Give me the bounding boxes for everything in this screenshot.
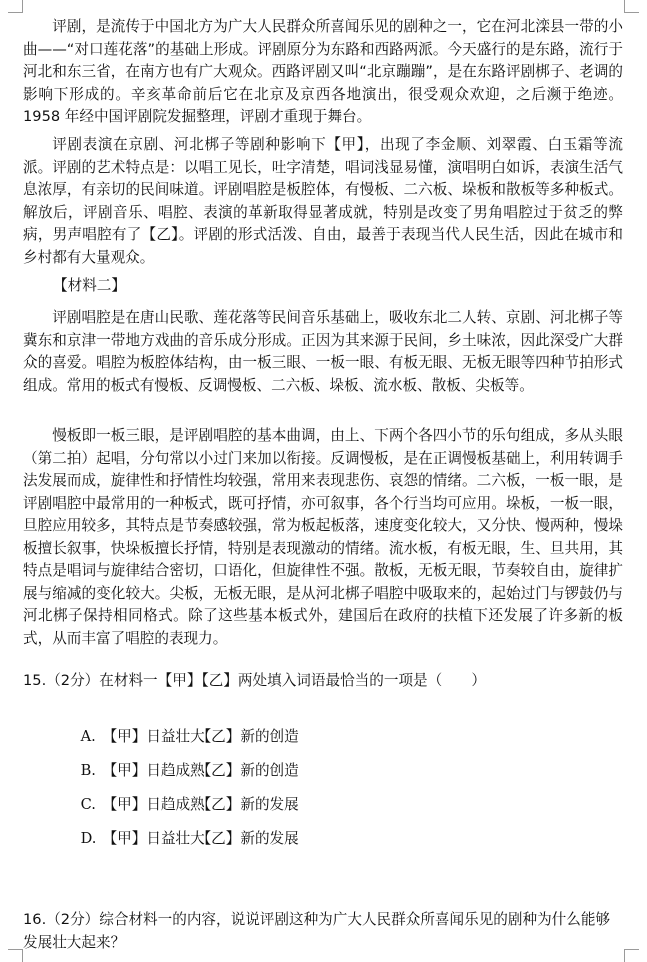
material2-heading: 【材料二】 [53,277,126,294]
question-15-stem: 15.（2分）在材料一【甲】【乙】两处填入词语最恰当的一项是（ ） [23,672,487,689]
option-letter: B. [80,762,96,779]
material2-paragraph-2: 慢板即一板三眼，是评剧唱腔的基本曲调，由上、下两个各四小节的乐句组成，多从头眼（第二拍）起唱，分句常以小过门来加以衔接。反调慢板，是在正调慢板基础上，利用转调手法发展而成，旋律性和抒情性均较强，常用来表现悲伤、哀怨的情绪。二六板，一板一眼，是评剧唱腔中最常用的一种板式，既可抒情，亦可叙事，各个行当均可应用。垛板，一板一眼，旦腔应用较多，其特点是节奏感较强，常为板起板落，速度变化较大，又分快、慢两种，慢垛板擅长叙事，快垛板擅长抒情，特别是表现激动的情绪。流水板，有板无眼，生、旦共用，其特点是唱词与旋律结合密切，口语化，但旋律性不强。散板，无板无眼，节奏较自由，旋律扩展与缩减的变化较大。尖板，无板无眼，是从河北梆子唱腔中吸取来的，起始过门与锣鼓仍与河北梆子保持相同格式。除了这些基本板式外，建国后在政府的扶植下还发展了许多新的板式，从而丰富了唱腔的表现力。 [23,427,623,647]
option-blank-yi: 【乙】新的创造 [196,762,299,779]
material1-paragraph-2: 评剧表演在京剧、河北梆子等剧种影响下【甲】，出现了李金顺、刘翠霞、白玉霜等流派。评剧的艺术特点是：以唱工见长，吐字清楚，唱词浅显易懂，演唱明白如诉，表演生活气息浓厚，有亲切的民间味道。评剧唱腔是板腔体，有慢板、二六板、垛板和散板等多种板式。解放后，评剧音乐、唱腔、表演的革新取得显著成就，特别是改变了男角唱腔过于贫乏的弊病，男声唱腔有了【乙】。评剧的形式活泼、自由，最善于表现当代人民生活，因此在城市和乡村都有大量观众。 [23,136,623,266]
option-blank-jia: 【甲】日趋成熟 [102,796,205,813]
option-letter: C. [80,796,96,813]
material1-paragraph-1: 评剧，是流传于中国北方为广大人民群众所喜闻乐见的剧种之一，它在河北滦县一带的小曲——“对口莲花落”的基础上形成。评剧原分为东路和西路两派。今天盛行的是东路，流行于河北和东三省，在南方也有广大观众。西路评剧又叫“北京蹦蹦”，是在东路评剧梆子、老调的影响下形成的。辛亥革命前后它在北京及京西各地演出，很受观众欢迎，之后濒于绝迹。1958 年经中国评剧院发掘整理，评剧才重现于舞台。 [23,18,623,125]
option-letter: D. [80,830,97,847]
question-16-stem: 16.（2分）综合材料一的内容，说说评剧这种为广大人民群众所喜闻乐见的剧种为什么能够发展壮大起来？ [23,911,611,951]
crop-mark-top-left [8,0,23,13]
crop-mark-bottom-left [8,949,23,962]
option-blank-jia: 【甲】日益壮大 [102,830,205,847]
material2-paragraph-1: 评剧唱腔是在唐山民歌、莲花落等民间音乐基础上，吸收东北二人转、京剧、河北梆子等冀东和京津一带地方戏曲的音乐成分形成。正因为其来源于民间，乡土味浓，因此深受广大群众的喜爱。唱腔为板腔体结构，由一板三眼、一板一眼、有板无眼、无板无眼等四种节拍形式组成。常用的板式有慢板、反调慢板、二六板、垛板、流水板、散板、尖板等。 [23,309,623,394]
option-blank-jia: 【甲】日趋成熟 [102,762,205,779]
option-blank-yi: 【乙】新的发展 [196,796,299,813]
option-letter: A. [80,728,96,745]
option-blank-yi: 【乙】新的创造 [196,728,299,745]
crop-mark-bottom-right [624,949,639,962]
crop-mark-top-right [624,0,639,13]
option-blank-yi: 【乙】新的发展 [196,830,299,847]
option-blank-jia: 【甲】日益壮大 [102,728,205,745]
question-15-option-d[interactable] [62,806,299,872]
